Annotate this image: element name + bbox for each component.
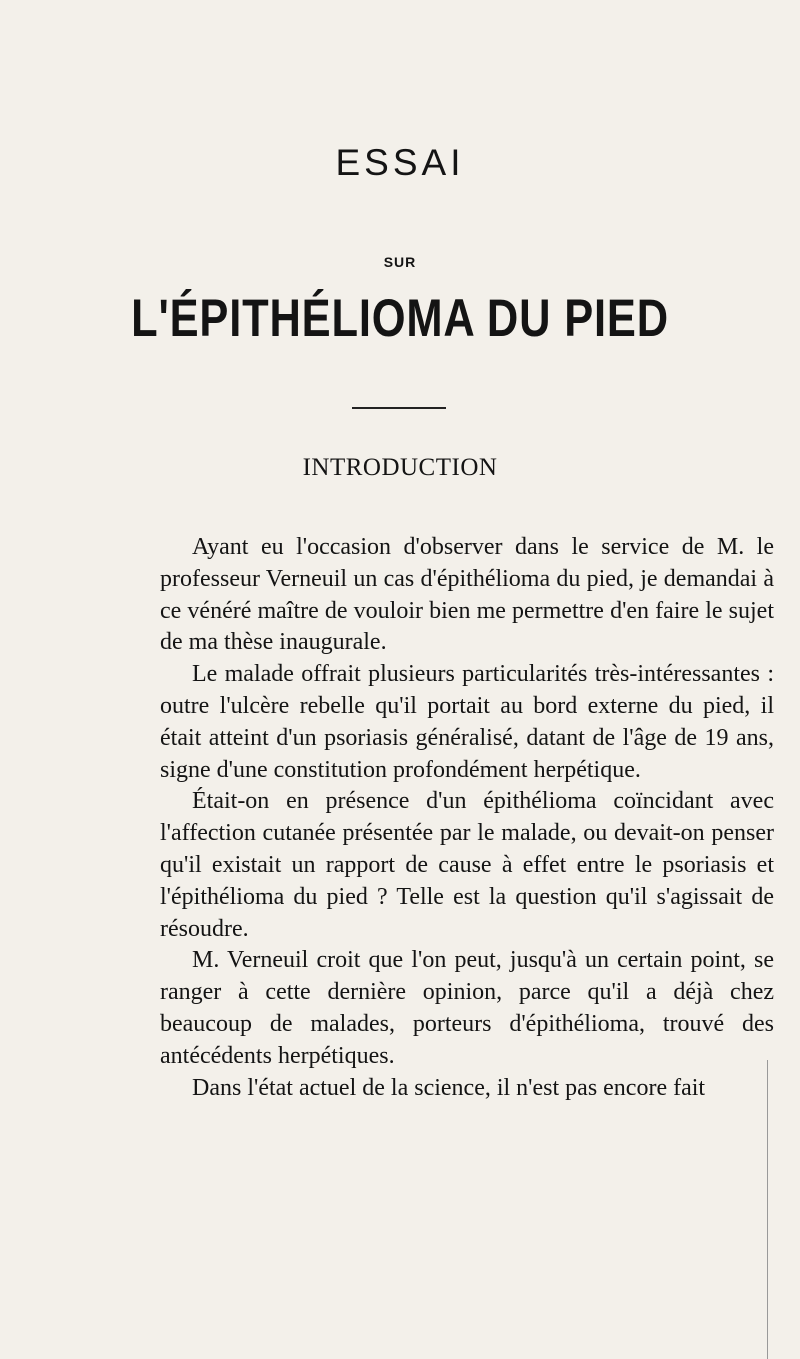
section-heading: INTRODUCTION — [302, 454, 498, 481]
paragraph-4: M. Verneuil croit que l'on peut, jusqu'à un certain point, se ranger à cette dernière opinion, parce qu'il a déjà chez beaucoup de malades, porteurs d'épithélioma, trouvé des antécédents herpétiques. — [160, 947, 774, 1069]
paragraph-2: Le malade offrait plusieurs particularités très-intéressantes : outre l'ulcère rebelle qu'il portait au bord externe du pied, il était atteint d'un psoriasis généralisé, datant de l'âge de 19 ans, signe d'une constitution profondément herpétique. — [160, 661, 774, 783]
paragraph-1: Ayant eu l'occasion d'observer dans le service de M. le professeur Verneuil un cas d'épithélioma du pied, je demandai à ce vénéré maître de vouloir bien me permettre d'en faire le sujet de ma thèse inaugurale. — [160, 534, 774, 656]
body-text — [160, 532, 774, 1104]
main-title: L'ÉPITHÉLIOMA DU PIED — [131, 289, 669, 348]
sur-heading: SUR — [383, 254, 417, 270]
title-divider — [352, 407, 446, 409]
paragraph-5: Dans l'état actuel de la science, il n'est pas encore fait — [192, 1074, 706, 1101]
page-edge-line — [767, 1060, 768, 1359]
paragraph-3: Était-on en présence d'un épithélioma coïncidant avec l'affection cutanée présentée par le malade, ou devait-on penser qu'il existait un rapport de cause à effet entre le psoriasis et l'épithélioma du pied ? Telle est la question qu'il s'agissait de résoudre. — [160, 788, 774, 942]
essai-heading: ESSAI — [335, 142, 465, 183]
